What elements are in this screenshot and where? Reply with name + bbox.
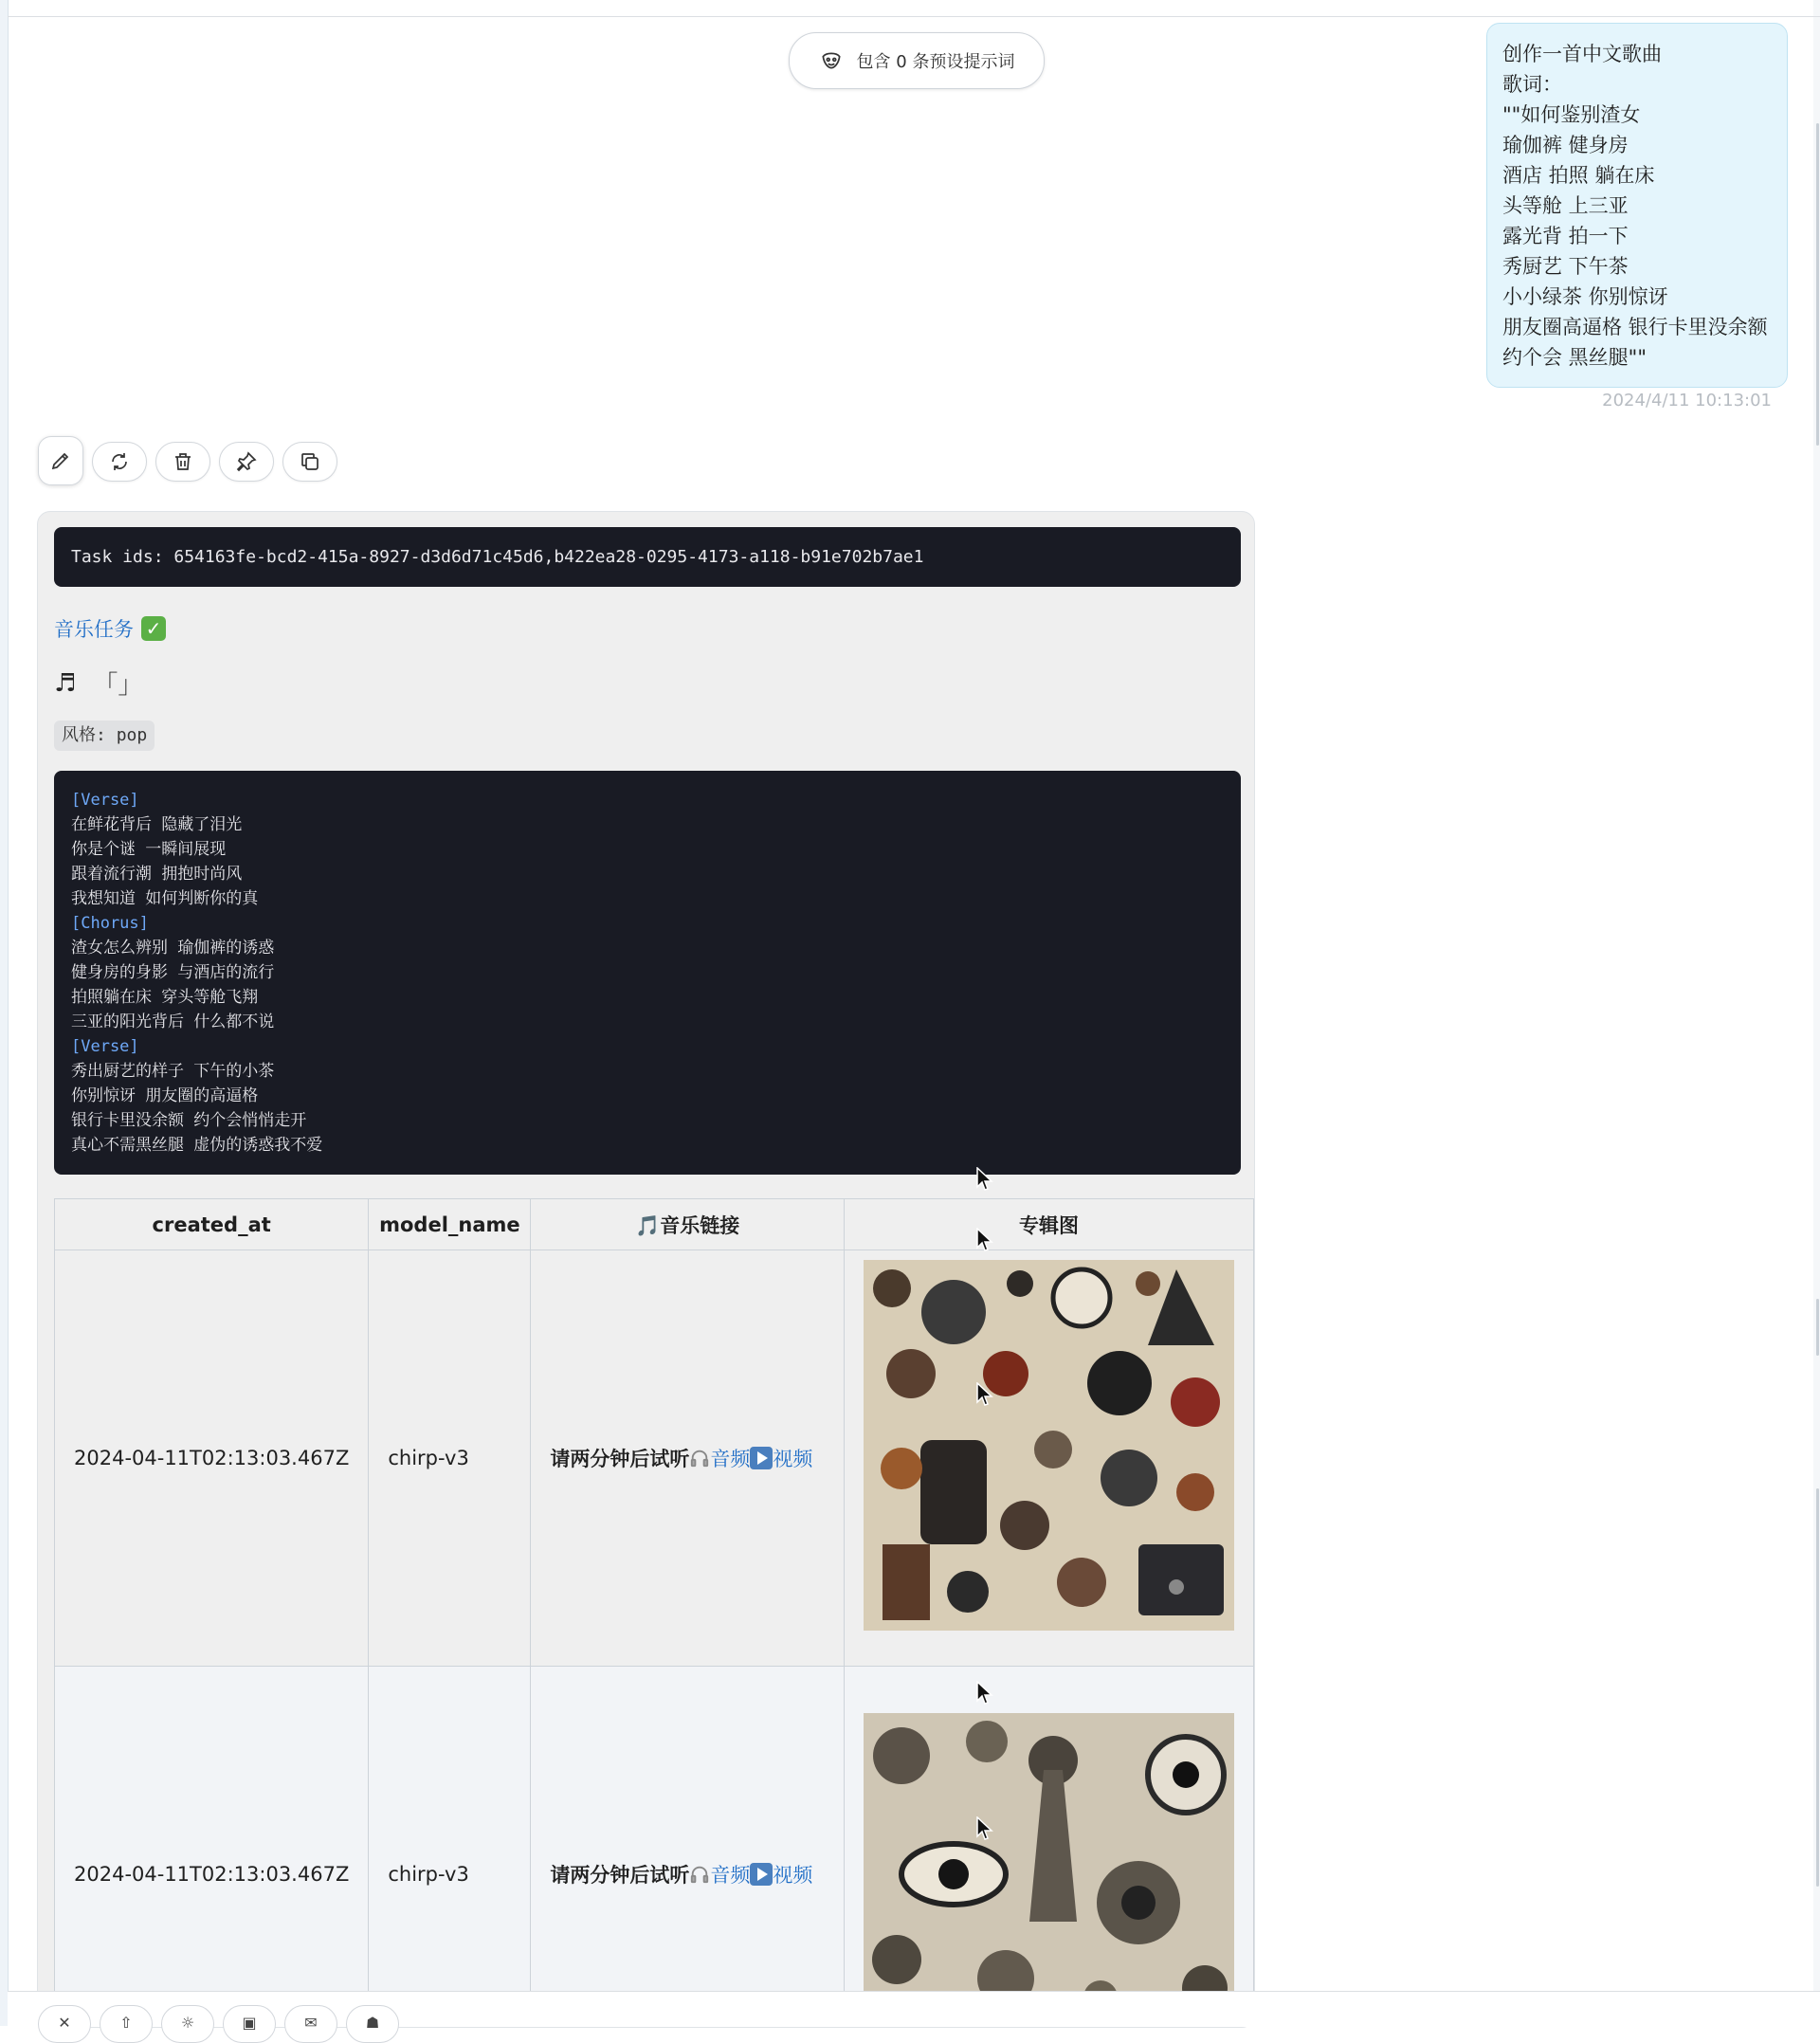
song-title: 「」 [93, 671, 143, 700]
user-message-line: 秀厨艺 下午茶 [1502, 255, 1629, 278]
upload-icon[interactable]: ⇧ [100, 2005, 153, 2043]
message-timestamp: 2024/4/11 10:13:01 [1602, 391, 1772, 410]
lyrics-line: 健身房的身影 与酒店的流行 [71, 963, 275, 982]
user-message-line: ""如何鉴别渣女 [1502, 103, 1641, 126]
lyrics-line: 你是个谜 一瞬间展现 [71, 840, 227, 859]
mask-icon[interactable]: ▣ [223, 2005, 276, 2043]
scrollbar[interactable] [1813, 0, 1820, 1991]
bottom-toolbar [8, 1991, 1820, 2032]
audio-link[interactable]: 音频 [710, 1448, 751, 1470]
song-title-row [54, 666, 142, 701]
user-message-line: 朋友圈高逼格 银行卡里没余额 [1502, 316, 1768, 338]
style-label: 风格: [62, 725, 117, 745]
lyrics-line: [Verse] [71, 1037, 139, 1056]
pin-icon [235, 450, 258, 473]
album-art-cell [844, 1250, 1253, 1667]
retry-button[interactable] [92, 442, 147, 482]
column-header-created-at: created_at [55, 1199, 369, 1250]
check-icon: ✓ [141, 616, 166, 641]
user-message-line: 瑜伽裤 健身房 [1502, 134, 1629, 156]
lyrics-line: [Chorus] [71, 914, 149, 933]
music-task-link[interactable]: 音乐任务 [54, 618, 134, 641]
user-message-line: 头等舱 上三亚 [1502, 194, 1629, 217]
settings-icon[interactable]: ☼ [161, 2005, 214, 2043]
style-value: pop [116, 725, 148, 745]
lyrics-line: [Verse] [71, 791, 139, 810]
play-icon [750, 1447, 773, 1469]
lyrics-line: 渣女怎么辨别 瑜伽裤的诱惑 [71, 939, 275, 958]
style-tag [54, 721, 155, 751]
edit-button[interactable] [38, 436, 83, 485]
songs-table [54, 1198, 1254, 2028]
edit-icon [49, 449, 72, 472]
table-row [55, 1250, 1254, 1667]
task-ids-code: Task ids: 654163fe-bcd2-415a-8927-d3d6d71c45d6,b422ea28-0295-4173-a118-b91e702b7ae1 [54, 527, 1241, 587]
mail-icon[interactable]: ✉ [284, 2005, 337, 2043]
mouse-cursor [976, 1816, 993, 1841]
mask-icon [819, 48, 844, 73]
lyrics-line: 在鲜花背后 隐藏了泪光 [71, 815, 243, 834]
delete-icon [172, 450, 194, 473]
mouse-cursor [976, 1167, 993, 1192]
headphones-icon [689, 1448, 710, 1468]
album-art-image[interactable] [864, 1713, 1234, 2028]
wait-text: 请两分钟后试听 [550, 1448, 690, 1470]
user-message-line: 约个会 黑丝腿"" [1502, 346, 1647, 369]
created-at-cell: 2024-04-11T02:13:03.467Z [55, 1250, 369, 1667]
user-message-line: 创作一首中文歌曲 [1502, 43, 1662, 65]
lyrics-line: 你别惊讶 朋友圈的高逼格 [71, 1086, 259, 1105]
album-art-image[interactable] [864, 1260, 1234, 1631]
music-note-icon: ♬ [54, 668, 77, 698]
mouse-cursor [976, 1228, 993, 1252]
audio-link[interactable]: 音频 [710, 1864, 751, 1887]
mouse-cursor [976, 1382, 993, 1407]
refresh-icon [108, 450, 131, 473]
pin-button[interactable] [219, 442, 274, 482]
mask-chip-label: 包含 0 条预设提示词 [856, 52, 1015, 72]
lyrics-line: 我想知道 如何判断你的真 [71, 889, 259, 908]
lyrics-line: 三亚的阳光背后 什么都不说 [71, 1012, 275, 1031]
copy-icon [299, 450, 321, 473]
video-link[interactable]: 视频 [773, 1864, 813, 1887]
video-link[interactable]: 视频 [773, 1448, 813, 1470]
prompt-mask-chip[interactable] [789, 32, 1045, 89]
headphones-icon [689, 1864, 710, 1885]
left-edge [0, 0, 9, 2026]
music-link-cell [531, 1667, 845, 2029]
user-message-line: 露光背 拍一下 [1502, 225, 1629, 247]
music-link-cell [531, 1250, 845, 1667]
delete-button[interactable] [155, 442, 210, 482]
bot-message [37, 511, 1255, 2028]
music-task-link-row [54, 614, 166, 643]
model-name-cell: chirp-v3 [369, 1250, 531, 1667]
user-message-line: 酒店 拍照 躺在床 [1502, 164, 1655, 187]
table-row [55, 1667, 1254, 2029]
lyrics-line: 银行卡里没余额 约个会悄悄走开 [71, 1111, 307, 1130]
user-message-line: 歌词： [1502, 73, 1562, 96]
lyrics-line: 秀出厨艺的样子 下午的小茶 [71, 1062, 275, 1081]
user-message [1486, 23, 1788, 388]
column-header-album-art: 专辑图 [844, 1199, 1253, 1250]
album-art-cell [844, 1667, 1253, 2029]
column-header-model-name: model_name [369, 1199, 531, 1250]
message-actions [38, 442, 337, 485]
wait-text: 请两分钟后试听 [550, 1864, 690, 1887]
created-at-cell: 2024-04-11T02:13:03.467Z [55, 1667, 369, 2029]
play-icon [750, 1863, 773, 1886]
column-header-music-link: 🎵音乐链接 [531, 1199, 845, 1250]
lyrics-line: 真心不需黑丝腿 虚伪的诱惑我不爱 [71, 1136, 323, 1155]
lyrics-line: 拍照躺在床 穿头等舱飞翔 [71, 988, 259, 1007]
lyrics-code-block [54, 771, 1241, 1175]
user-message-line: 小小绿茶 你别惊讶 [1502, 285, 1668, 308]
model-name-cell: chirp-v3 [369, 1667, 531, 2029]
close-icon[interactable]: ✕ [38, 2005, 91, 2043]
mouse-cursor [976, 1681, 993, 1706]
bug-icon[interactable]: ☗ [346, 2005, 399, 2043]
top-divider [8, 16, 1820, 17]
copy-button[interactable] [282, 442, 337, 482]
lyrics-line: 跟着流行潮 拥抱时尚风 [71, 865, 243, 884]
